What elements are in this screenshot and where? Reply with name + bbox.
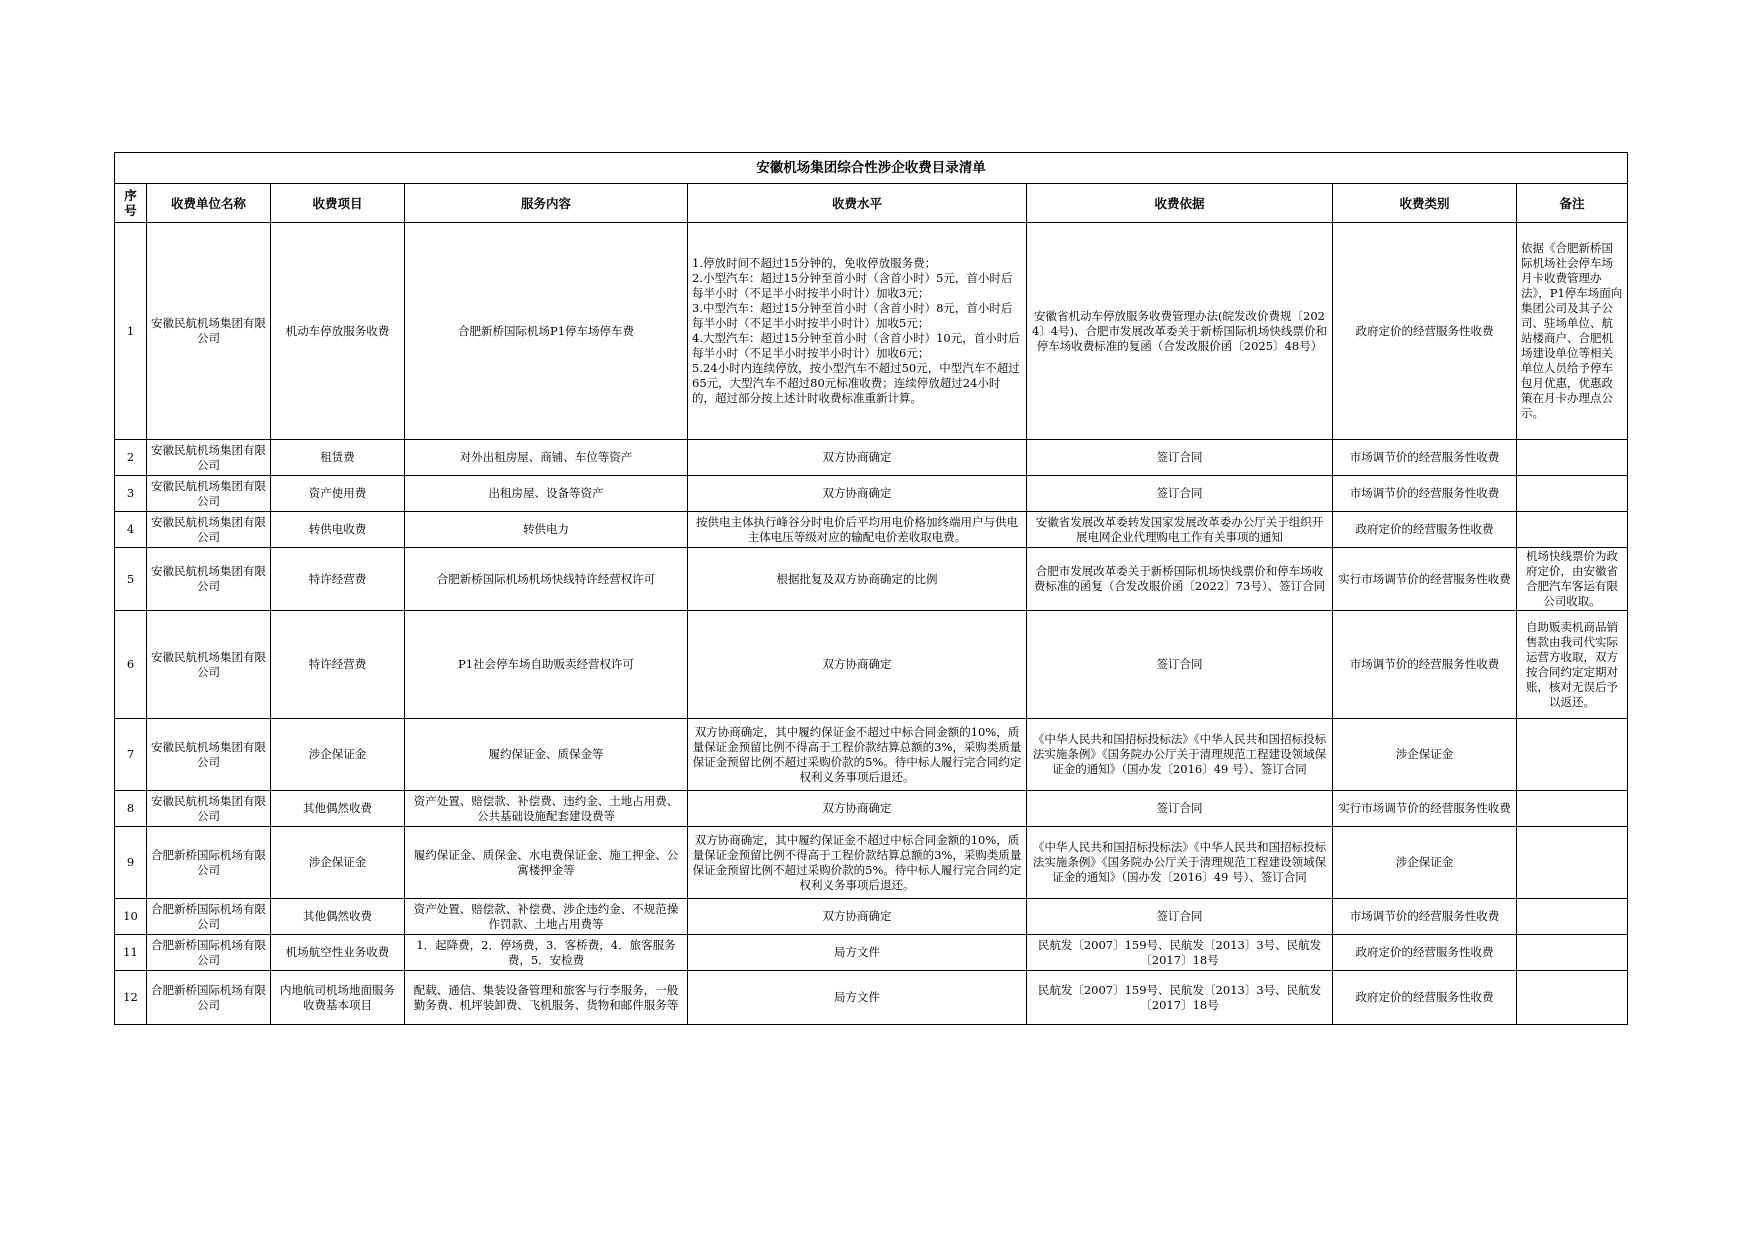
cell-content <box>405 440 688 476</box>
cell-no <box>115 611 147 719</box>
cell-no <box>115 223 147 440</box>
cell-unit-text: 安徽民航机场集团有限公司 <box>151 316 266 345</box>
cell-content <box>405 611 688 719</box>
cell-basis <box>1027 827 1333 899</box>
table-row <box>115 476 1628 512</box>
cell-basis-text: 签订合同 <box>1156 801 1203 815</box>
cell-basis-text: 安徽省机动车停放服务收费管理办法(皖发改价费规〔2024〕4号)、合肥市发展改革委关于新桥国际机场快线票价和停车场收费标准的复函（合发改服价函〔2025〕48号） <box>1031 308 1328 353</box>
header-basis: 收费依据 <box>1027 184 1333 223</box>
cell-content-text: 履约保证金、质保金、水电费保证金、施工押金、公寓楼押金等 <box>413 847 679 877</box>
cell-category <box>1333 223 1517 440</box>
cell-level-text: 局方文件 <box>834 945 880 959</box>
cell-category-text: 政府定价的经营服务性收费 <box>1355 323 1494 338</box>
cell-category <box>1333 548 1517 611</box>
cell-level-text: 双方协商确定 <box>822 801 892 815</box>
cell-category <box>1333 899 1517 935</box>
cell-item <box>271 476 405 512</box>
cell-basis <box>1027 512 1333 548</box>
cell-note <box>1517 971 1628 1025</box>
cell-no <box>115 935 147 971</box>
cell-basis-text: 《中华人民共和国招标投标法》《中华人民共和国招标投标法实施条例》《国务院办公厅关于清理规范工程建设领域保证金的通知》（国办发〔2016〕49 号）、签订合同 <box>1032 732 1327 776</box>
table-row <box>115 935 1628 971</box>
cell-level <box>688 440 1027 476</box>
cell-level <box>688 223 1027 440</box>
cell-category-text: 市场调节价的经营服务性收费 <box>1349 909 1500 923</box>
cell-basis-text: 签订合同 <box>1156 450 1203 464</box>
cell-unit <box>147 791 271 827</box>
cell-note <box>1517 440 1628 476</box>
cell-no-text: 1 <box>126 323 135 338</box>
cell-content-text: 履约保证金、质保金等 <box>488 747 604 761</box>
cell-unit-text: 安徽民航机场集团有限公司 <box>151 649 266 679</box>
table-row <box>115 719 1628 791</box>
fee-catalog-table <box>114 152 1628 1025</box>
cell-unit <box>147 971 271 1025</box>
cell-item-text: 涉企保证金 <box>308 855 367 869</box>
cell-no <box>115 899 147 935</box>
cell-category-text: 涉企保证金 <box>1395 747 1454 761</box>
cell-level <box>688 611 1027 719</box>
cell-no <box>115 548 147 611</box>
cell-category-text: 涉企保证金 <box>1395 855 1454 869</box>
cell-basis-text: 《中华人民共和国招标投标法》《中华人民共和国招标投标法实施条例》《国务院办公厅关于清理规范工程建设领域保证金的通知》（国办发〔2016〕49 号）、签订合同 <box>1032 840 1327 884</box>
table-title: 安徽机场集团综合性涉企收费目录清单 <box>115 153 1628 184</box>
header-no: 序号 <box>115 184 147 223</box>
cell-item-text: 资产使用费 <box>308 486 367 500</box>
cell-category-text: 实行市场调节价的经营服务性收费 <box>1338 571 1511 586</box>
cell-no <box>115 719 147 791</box>
cell-category <box>1333 971 1517 1025</box>
cell-basis <box>1027 719 1333 791</box>
cell-unit-text: 安徽民航机场集团有限公司 <box>151 442 266 472</box>
cell-basis <box>1027 440 1333 476</box>
cell-level <box>688 899 1027 935</box>
cell-content-text: 资产处置、赔偿款、补偿费、违约金、土地占用费、公共基础设施配套建设费等 <box>413 793 679 823</box>
cell-unit-text: 合肥新桥国际机场有限公司 <box>151 901 266 931</box>
cell-category-text: 市场调节价的经营服务性收费 <box>1349 450 1500 464</box>
cell-content-text: 合肥新桥国际机场P1停车场停车费 <box>457 323 635 338</box>
cell-no-text: 2 <box>126 450 135 464</box>
cell-item-text: 租赁费 <box>320 450 355 464</box>
cell-note <box>1517 791 1628 827</box>
cell-unit <box>147 548 271 611</box>
cell-item <box>271 899 405 935</box>
cell-no <box>115 827 147 899</box>
cell-level-text: 双方协商确定 <box>822 657 892 671</box>
cell-no <box>115 512 147 548</box>
cell-basis <box>1027 476 1333 512</box>
cell-level-text: 双方协商确定 <box>822 450 892 464</box>
header-item: 收费项目 <box>271 184 405 223</box>
table-row <box>115 827 1628 899</box>
cell-note <box>1517 476 1628 512</box>
cell-note <box>1517 827 1628 899</box>
cell-basis-text: 签订合同 <box>1156 486 1203 500</box>
cell-category <box>1333 719 1517 791</box>
cell-no-text: 4 <box>126 522 135 536</box>
cell-note <box>1517 935 1628 971</box>
table-row <box>115 223 1628 440</box>
cell-unit-text: 安徽民航机场集团有限公司 <box>151 739 266 769</box>
cell-content <box>405 827 688 899</box>
cell-unit <box>147 440 271 476</box>
cell-level-text: 局方文件 <box>834 990 880 1004</box>
cell-content <box>405 935 688 971</box>
header-content: 服务内容 <box>405 184 688 223</box>
cell-level <box>688 512 1027 548</box>
table-row <box>115 548 1628 611</box>
cell-category-text: 政府定价的经营服务性收费 <box>1355 990 1494 1004</box>
cell-category-text: 政府定价的经营服务性收费 <box>1355 945 1494 959</box>
cell-item <box>271 548 405 611</box>
cell-note-text: 自助贩卖机商品销售款由我司代实际运营方收取，双方按合同约定定期对账，核对无误后予以返还。 <box>1526 619 1618 709</box>
cell-item-text: 特许经营费 <box>308 657 367 671</box>
cell-level <box>688 935 1027 971</box>
cell-content-text: 配载、通信、集装设备管理和旅客与行李服务，一般勤务费、机坪装卸费、飞机服务、货物和邮件服务等 <box>413 982 679 1012</box>
cell-content <box>405 719 688 791</box>
cell-note <box>1517 719 1628 791</box>
cell-basis <box>1027 791 1333 827</box>
cell-category <box>1333 935 1517 971</box>
cell-basis-text: 民航发〔2007〕159号、民航发〔2013〕3号、民航发〔2017〕18号 <box>1037 982 1322 1012</box>
cell-level <box>688 971 1027 1025</box>
cell-unit <box>147 719 271 791</box>
cell-item <box>271 791 405 827</box>
cell-category <box>1333 791 1517 827</box>
header-row <box>115 184 1628 223</box>
cell-unit-text: 安徽民航机场集团有限公司 <box>151 514 266 544</box>
table-row <box>115 971 1628 1025</box>
cell-no <box>115 971 147 1025</box>
cell-no-text: 5 <box>126 571 135 586</box>
cell-unit <box>147 476 271 512</box>
cell-basis <box>1027 971 1333 1025</box>
cell-item-text: 涉企保证金 <box>308 747 367 761</box>
cell-note <box>1517 512 1628 548</box>
cell-level-text: 根据批复及双方协商确定的比例 <box>776 571 938 586</box>
cell-level <box>688 791 1027 827</box>
cell-basis-text: 合肥市发展改革委关于新桥国际机场快线票价和停车场收费标准的函复（合发改服价函〔2022〕73号）、签订合同 <box>1033 564 1326 593</box>
cell-content <box>405 548 688 611</box>
cell-level-text: 1.停放时间不超过15分钟的，免收停放服务费； 2.小型汽车：超过15分钟至首小时（含首小时）5元，首小时后每半小时（不足半小时按半小时计）加收3元； 3.中型汽车：超过15分钟至首小时（含首小时）8元，首小时后每半小时（不足半小时按半小时计）加收5元； 4.大型汽车：超过15分钟至首小时（含首小时）10元，首小时后每半小时（不足半小时按半小时计）加收6元； 5.24小时内连续停放，按小型汽车不超过50元，中型汽车不超过65元，大型汽车不超过80元标准收费；连续停放超过24小时的，超过部分按上述计时收费标准重新计算。 <box>692 256 1020 405</box>
cell-level-text: 双方协商确定 <box>822 486 892 500</box>
cell-category-text: 政府定价的经营服务性收费 <box>1355 522 1494 536</box>
cell-no-text: 3 <box>126 486 135 500</box>
cell-basis <box>1027 611 1333 719</box>
cell-unit <box>147 611 271 719</box>
cell-unit <box>147 512 271 548</box>
cell-content-text: 出租房屋、设备等资产 <box>488 486 604 500</box>
cell-item <box>271 512 405 548</box>
cell-no-text: 11 <box>123 945 138 959</box>
table-row <box>115 791 1628 827</box>
cell-no-text: 10 <box>123 909 138 923</box>
cell-content-text: 1．起降费，2．停场费，3．客桥费，4．旅客服务费，5．安检费 <box>416 937 676 967</box>
cell-content <box>405 476 688 512</box>
table-row <box>115 440 1628 476</box>
cell-category-text: 实行市场调节价的经营服务性收费 <box>1338 801 1511 815</box>
cell-item <box>271 440 405 476</box>
cell-category-text: 市场调节价的经营服务性收费 <box>1349 657 1500 671</box>
cell-content <box>405 223 688 440</box>
cell-unit <box>147 223 271 440</box>
cell-content-text: 转供电力 <box>523 522 569 536</box>
cell-unit-text: 安徽民航机场集团有限公司 <box>151 478 266 508</box>
table-row <box>115 611 1628 719</box>
cell-no <box>115 476 147 512</box>
cell-item <box>271 719 405 791</box>
cell-unit <box>147 827 271 899</box>
cell-unit <box>147 935 271 971</box>
cell-item <box>271 827 405 899</box>
cell-no-text: 7 <box>126 747 135 761</box>
cell-no <box>115 440 147 476</box>
cell-content-text: 合肥新桥国际机场机场快线特许经营权许可 <box>436 571 656 586</box>
cell-no-text: 9 <box>126 855 135 869</box>
cell-level-text: 按供电主体执行峰谷分时电价后平均用电价格加终端用户与供电主体电压等级对应的输配电价差收取电费。 <box>696 514 1018 544</box>
cell-content-text: 对外出租房屋、商铺、车位等资产 <box>459 450 633 464</box>
cell-category-text: 市场调节价的经营服务性收费 <box>1349 486 1500 500</box>
cell-level <box>688 548 1027 611</box>
cell-basis <box>1027 935 1333 971</box>
cell-unit-text: 安徽民航机场集团有限公司 <box>151 564 266 593</box>
cell-item-text: 特许经营费 <box>308 571 367 586</box>
cell-item-text: 其他偶然收费 <box>303 909 372 923</box>
cell-level <box>688 476 1027 512</box>
cell-content-text: P1社会停车场自助贩卖经营权许可 <box>457 657 635 671</box>
cell-note-text: 依据《合肥新桥国际机场社会停车场月卡收费管理办法》，P1停车场面向集团公司及其子公司、驻场单位、航站楼商户、合肥机场建设单位等相关单位人员给予停车包月优惠，优惠政策在月卡办理点公示。 <box>1521 241 1623 420</box>
cell-basis-text: 签订合同 <box>1156 909 1203 923</box>
cell-item-text: 机场航空性业务收费 <box>285 945 390 959</box>
header-category: 收费类别 <box>1333 184 1517 223</box>
cell-category <box>1333 827 1517 899</box>
cell-category <box>1333 440 1517 476</box>
cell-no <box>115 791 147 827</box>
cell-no-text: 6 <box>126 657 135 671</box>
header-unit: 收费单位名称 <box>147 184 271 223</box>
cell-content <box>405 899 688 935</box>
cell-basis <box>1027 223 1333 440</box>
cell-item <box>271 935 405 971</box>
cell-note <box>1517 611 1628 719</box>
cell-no-text: 12 <box>123 990 138 1004</box>
header-level: 收费水平 <box>688 184 1027 223</box>
cell-item <box>271 611 405 719</box>
cell-basis-text: 民航发〔2007〕159号、民航发〔2013〕3号、民航发〔2017〕18号 <box>1037 937 1322 967</box>
cell-no-text: 8 <box>126 801 135 815</box>
cell-basis <box>1027 899 1333 935</box>
cell-level <box>688 827 1027 899</box>
cell-content <box>405 791 688 827</box>
cell-note <box>1517 899 1628 935</box>
cell-level-text: 双方协商确定，其中履约保证金不超过中标合同金额的10%，质量保证金预留比例不得高于工程价款结算总额的3%，采购类质量保证金预留比例不超过采购价款的5%。待中标人履行完合同约定权利义务事项后退还。 <box>692 832 1022 892</box>
cell-unit-text: 安徽民航机场集团有限公司 <box>151 793 266 823</box>
cell-content <box>405 971 688 1025</box>
cell-item-text: 转供电收费 <box>308 522 367 536</box>
cell-item-text: 内地航司机场地面服务收费基本项目 <box>280 982 395 1012</box>
cell-item <box>271 223 405 440</box>
cell-category <box>1333 512 1517 548</box>
table-row <box>115 512 1628 548</box>
cell-item-text: 机动车停放服务收费 <box>285 323 390 338</box>
cell-unit-text: 合肥新桥国际机场有限公司 <box>151 982 266 1012</box>
cell-basis-text: 安徽省发展改革委转发国家发展改革委办公厅关于组织开展电网企业代理购电工作有关事项的通知 <box>1035 514 1324 544</box>
table-row <box>115 899 1628 935</box>
cell-basis <box>1027 548 1333 611</box>
cell-level-text: 双方协商确定 <box>822 909 892 923</box>
cell-basis-text: 签订合同 <box>1156 657 1203 671</box>
cell-note <box>1517 548 1628 611</box>
cell-category <box>1333 611 1517 719</box>
cell-unit-text: 合肥新桥国际机场有限公司 <box>151 847 266 877</box>
header-note: 备注 <box>1517 184 1628 223</box>
cell-content <box>405 512 688 548</box>
cell-level <box>688 719 1027 791</box>
cell-item <box>271 971 405 1025</box>
cell-content-text: 资产处置、赔偿款、补偿费、涉企违约金、不规范操作罚款、土地占用费等 <box>413 901 679 931</box>
cell-category <box>1333 476 1517 512</box>
cell-level-text: 双方协商确定，其中履约保证金不超过中标合同金额的10%，质量保证金预留比例不得高于工程价款结算总额的3%，采购类质量保证金预留比例不超过采购价款的5%。待中标人履行完合同约定权利义务事项后退还。 <box>692 724 1022 784</box>
cell-unit-text: 合肥新桥国际机场有限公司 <box>151 937 266 967</box>
cell-unit <box>147 899 271 935</box>
cell-item-text: 其他偶然收费 <box>303 801 372 815</box>
cell-note-text: 机场快线票价为政府定价，由安徽省合肥汽车客运有限公司收取。 <box>1526 549 1618 608</box>
cell-note <box>1517 223 1628 440</box>
